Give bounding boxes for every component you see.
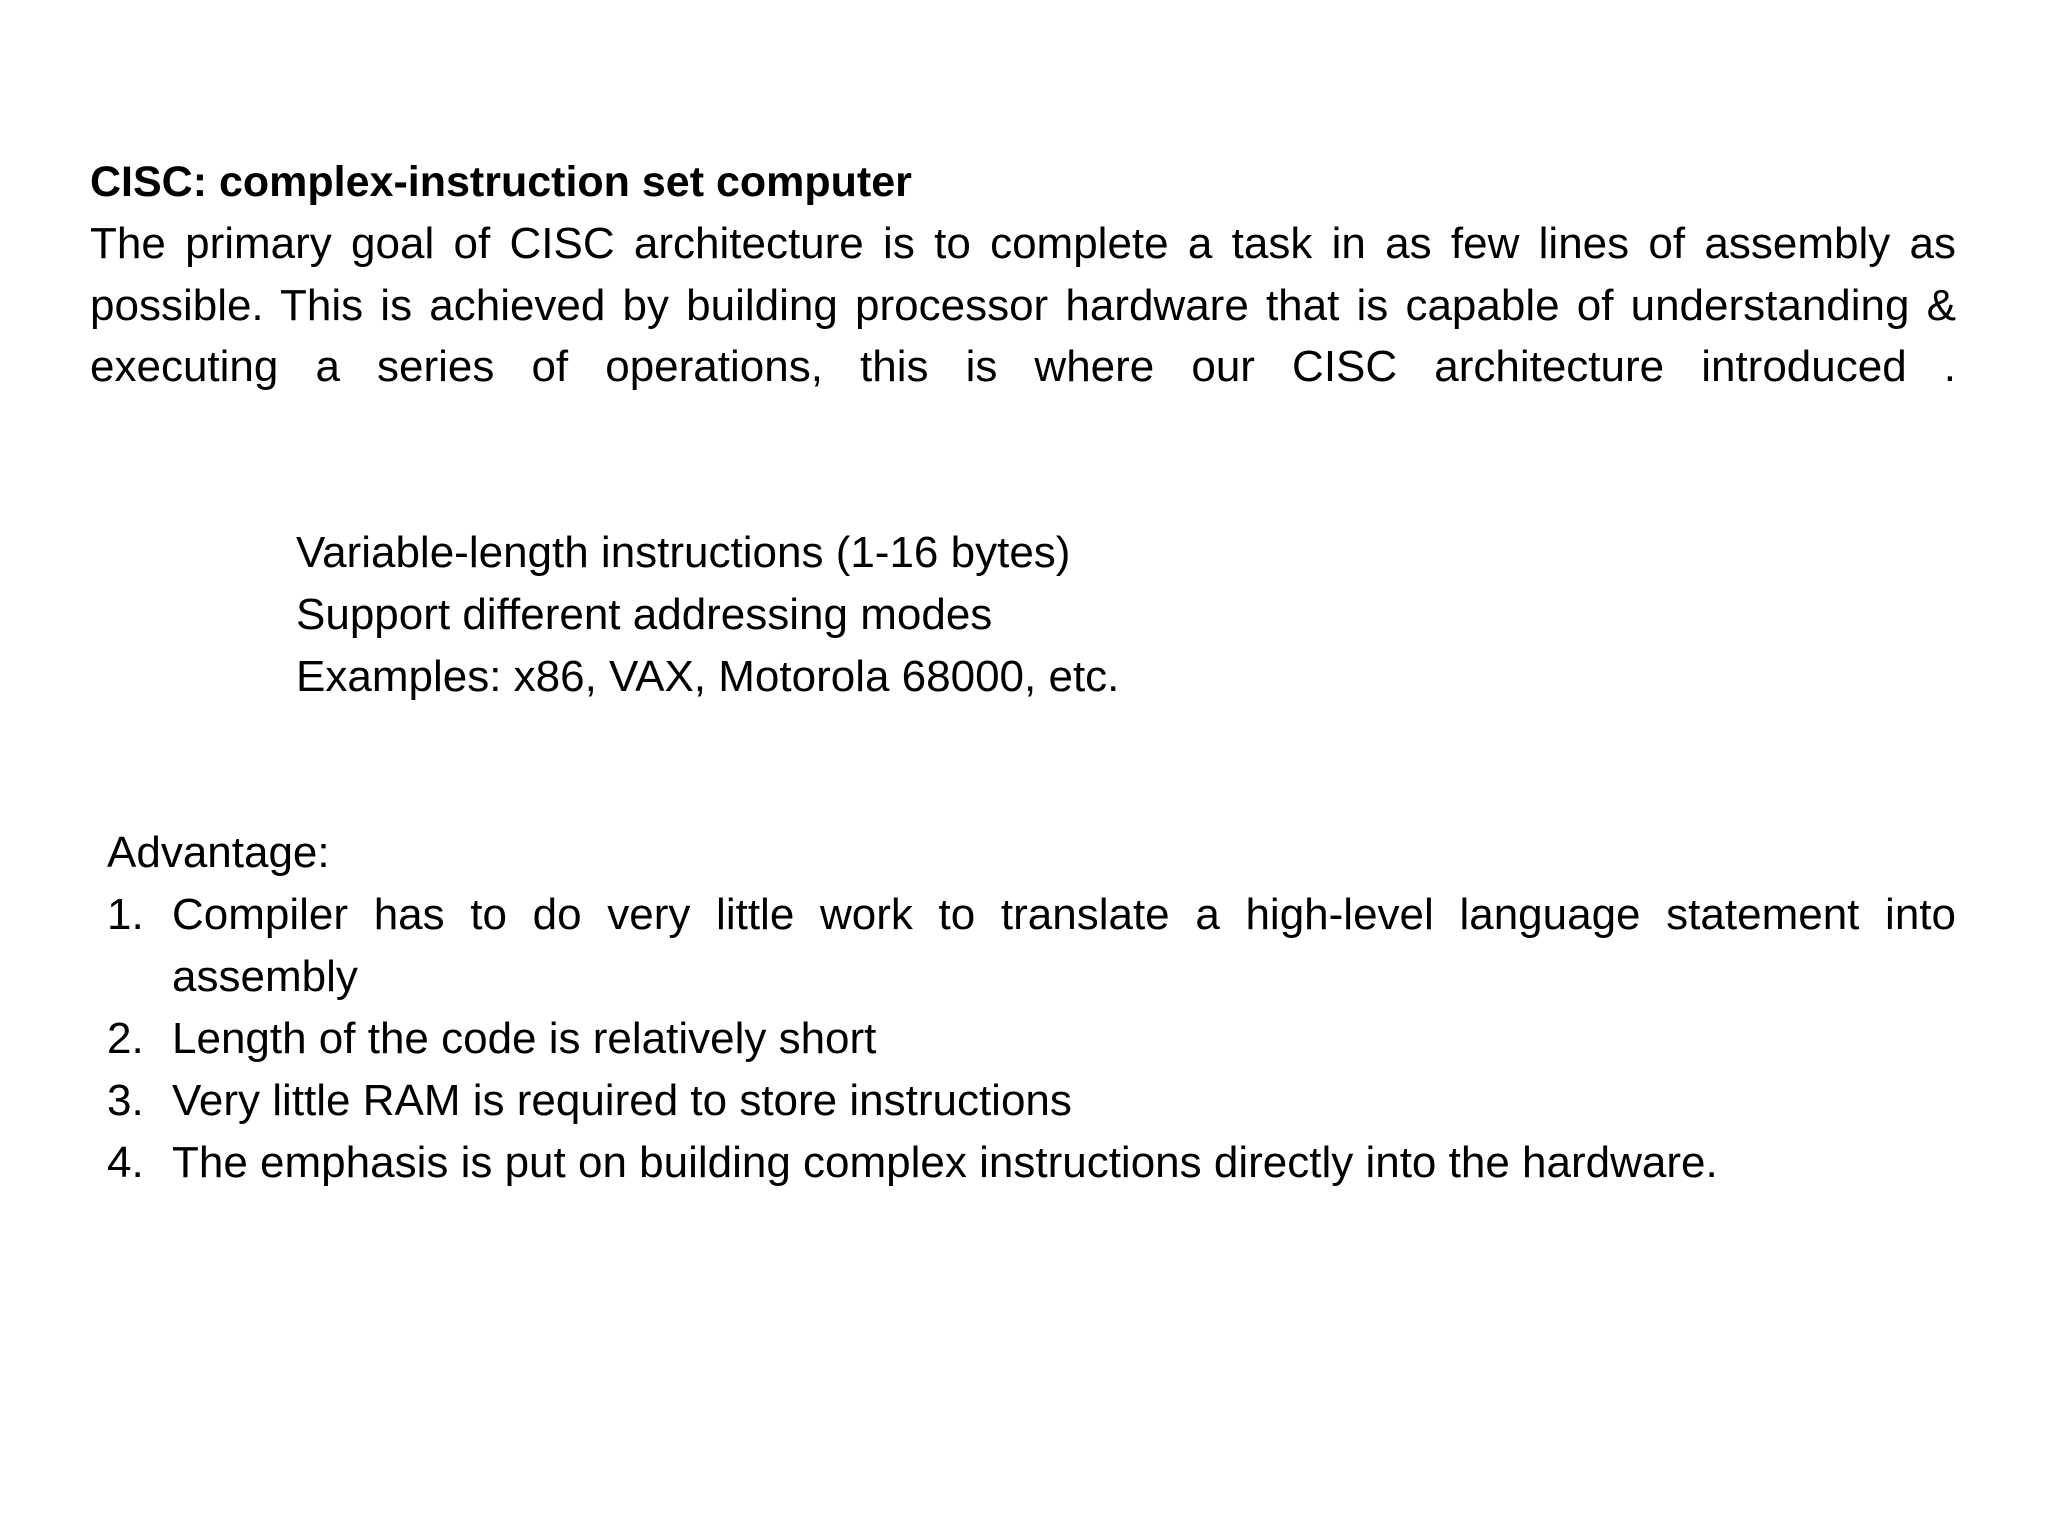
advantage-number: 3. [107, 1076, 144, 1125]
feature-item: Examples: x86, VAX, Motorola 68000, etc. [296, 652, 1120, 701]
advantage-item [107, 884, 1956, 1008]
slide-heading: CISC: complex-instruction set computer [90, 158, 912, 206]
feature-item: Variable-length instructions (1-16 bytes) [296, 528, 1071, 577]
advantage-title: Advantage: [107, 828, 330, 877]
advantage-text: Compiler has to do very little work to translate a high-level language statement into assembly [172, 890, 1956, 1001]
advantage-text: Very little RAM is required to store instructions [172, 1076, 1072, 1125]
advantage-item [107, 1008, 1956, 1070]
feature-list [296, 522, 1119, 708]
advantage-number: 2. [107, 1014, 144, 1063]
intro-paragraph: The primary goal of CISC architecture is to complete a task in as few lines of assembly as possible. This is achieved by building processor hardware that is capable of understanding & executing a series of operations, this is where our CISC architecture introduced . [90, 219, 1956, 391]
advantage-number: 4. [107, 1138, 144, 1187]
advantage-list [107, 884, 1956, 1194]
advantage-number: 1. [107, 890, 144, 939]
advantage-item [107, 1070, 1956, 1132]
feature-item: Support different addressing modes [296, 590, 993, 639]
advantage-item [107, 1132, 1956, 1194]
advantage-text: The emphasis is put on building complex instructions directly into the hardware. [172, 1138, 1718, 1187]
advantage-text: Length of the code is relatively short [172, 1014, 877, 1063]
